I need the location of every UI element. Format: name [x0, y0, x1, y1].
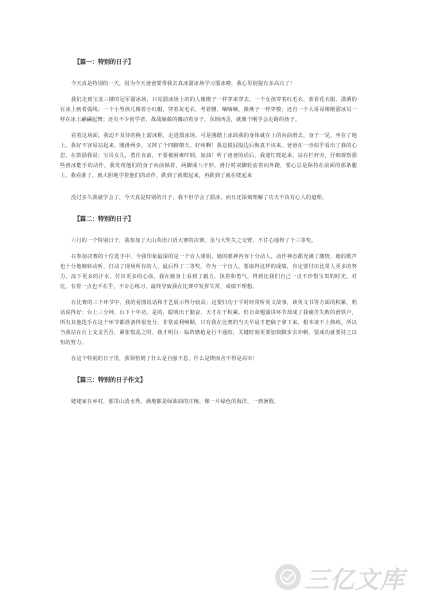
section-2 — [60, 209, 357, 364]
section-1 — [60, 58, 357, 181]
paragraph: 在比赛的三个环节中，我的看图说话和才艺展示得分较高；这要归功于平时经常听英文故事，读英文书等方面的积累，唱话说得好：台上三分钟，台下十年功。是的，聪明出于勤奋，天才在于积累。但自命题演讲环节却成了我痛苦失败的滑铁卢，所有其他选手在这个环节都准备得很充分，非常流利畅顺，只有我在比赛的当天早晨才把稿子拿下来，根本谈不上熟练。所以当我站在台上支支吾吾，紧张慌乱之时，我才明白：临阵磨枪是行不通的，关键时刻更要加快脚步去冲刺，要成功就要持之以恒的努力。 — [60, 300, 357, 346]
section-heading: 【篇三：特别的日子作文】 — [74, 377, 147, 384]
paragraph: 在参加决赛的十位选手中，今我印象最深的是一个盲人姐姐。她的眼神内容十分动人，动作神态都充满了激情，她的歌声也十分地婉转动听，打动了现场所有的人，最后得了二等奖。作为一个盲人，要取得这样的成绩，肯定要付出比常人更多的努力，流下更多的汗水，付出更多的心血。我在她身上看到了毅力，执着和勇气，得到比我们自己一点不珍惜宝贵的时光，对比，有着一点也不在乎，不专心练习，最终导致我在比赛中发挥失常，成绩不理想。 — [60, 254, 357, 290]
paragraph: 今天真是特别的一天，因为今天爸爸要带我去真冰溜冰场学习溜冰啦，我心里别提有多高兴了！ — [71, 81, 296, 87]
section-heading: 【篇一：特别的日子】 — [74, 59, 135, 66]
section-heading: 【篇二：特别的日子】 — [74, 216, 135, 223]
paragraph: 看着这场面，我迫不及待的换上溜冰鞋，走进溜冰场，可是刚踏上冰面我的身体就在上的向前滑去，身子一晃，坐在了地上。我好不容易站起来，刚滑两步，又摔了个四脚朝天。好疼啊！我边摸屁股边后悔真不该来。爸爸在一旁似乎看出了我的心思，在鼓励我说：宝贝女儿，勇往直前，不要被困难吓倒，加油！听了爸爸的话后，我迷忙爬起来，站在栏杆旁，仔细观察那些滑冰能手的动作。我发现他们的身子向前倾着，两脚成八字形，滑行时双脚轮流着向外蹬，要心总是保持在前面的那条腿上，我看准了，就大胆地学着他们的动作，跌到了就爬起来，再跌到了就在爬起来 — [60, 133, 357, 179]
paragraph: 没过多久我就学会了，今天真是特别的日子，我不但学会了溜冰，而且还深刻理解了功夫不负有心人的道理。 — [71, 195, 328, 201]
section-1-continued — [60, 187, 357, 203]
watermark-text: 三亿文库 — [305, 566, 405, 594]
paragraph: 我们走到宝龙三楼的冠军溜冰场，只见溜冰场上的的人像梭子一样穿来穿去，一个女孩穿着红毛衣，蓝着花衣服，潇洒的在冰上画着弧线；一个小男孩儿像着小红帽，穿着灰毛衣，考着腰，嘀嘀嘀，像燕子一样穿梭；还有一个大哥哥像刚溜冰员一样在冰上翩翩起舞；还有不少初学者，战战兢兢的挪动着步子，东倒西歪，就像个刚学会走路的孩子。 — [60, 97, 357, 123]
paragraph: 姥姥家在乡村，那里山清水秀，满地都是绿油油的庄稼，像一片绿色的海洋，一到暑假， — [71, 399, 280, 405]
paragraph: 在这个特别的日子里，我领悟到了什么是自强不息，什么是锲而舍不得是高宰！ — [71, 356, 258, 362]
paragraph: 六月的一个特别日子，我参加了大山英语口语大赛的决赛。虽与大奖失之交臂，不甘心地得了个三等奖。 — [71, 238, 317, 244]
section-3 — [60, 370, 357, 407]
